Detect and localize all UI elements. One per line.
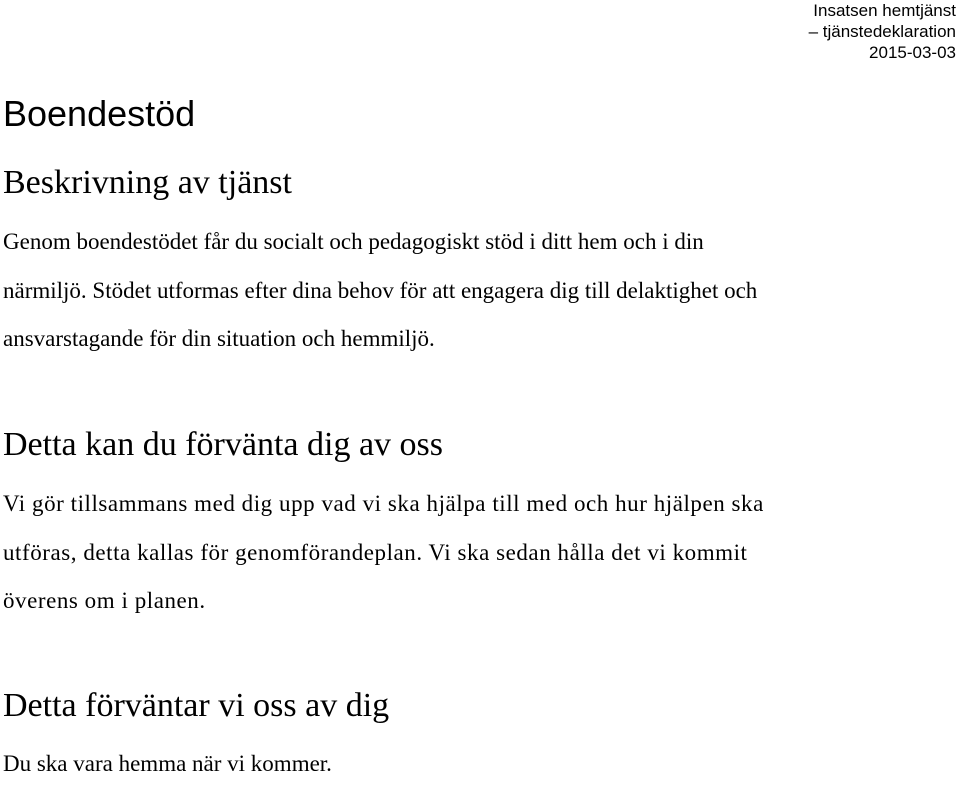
header-doc-type: – tjänstedeklaration bbox=[808, 22, 956, 41]
paragraph-line: överens om i planen. bbox=[3, 588, 206, 613]
paragraph-line: Vi gör tillsammans med dig upp vad vi ska hjälpa till med och hur hjälpen ska bbox=[3, 491, 764, 516]
document-header bbox=[809, 0, 956, 63]
section-body-forvantar-av-dig bbox=[3, 740, 953, 789]
header-date: 2015-03-03 bbox=[869, 43, 956, 62]
section-heading-forvanta-av-oss: Detta kan du förvänta dig av oss bbox=[3, 426, 443, 463]
section-body-beskrivning bbox=[3, 218, 953, 364]
paragraph-line: ansvarstagande för din situation och hemmiljö. bbox=[3, 326, 435, 351]
page-title: Boendestöd bbox=[3, 93, 196, 134]
header-service-label: Insatsen hemtjänst bbox=[813, 1, 956, 20]
paragraph-line: närmiljö. Stödet utformas efter dina behov för att engagera dig till delaktighet och bbox=[3, 277, 758, 303]
paragraph-line: Du ska vara hemma när vi kommer. bbox=[3, 751, 332, 776]
section-body-forvanta-av-oss bbox=[3, 480, 953, 626]
section-heading-forvantar-av-dig: Detta förväntar vi oss av dig bbox=[3, 687, 390, 724]
paragraph-line: utföras, detta kallas för genomförandeplan. Vi ska sedan hålla det vi kommit bbox=[3, 539, 748, 565]
section-heading-beskrivning: Beskrivning av tjänst bbox=[3, 164, 292, 201]
paragraph-line: Genom boendestödet får du socialt och pedagogiskt stöd i ditt hem och i din bbox=[3, 229, 704, 254]
